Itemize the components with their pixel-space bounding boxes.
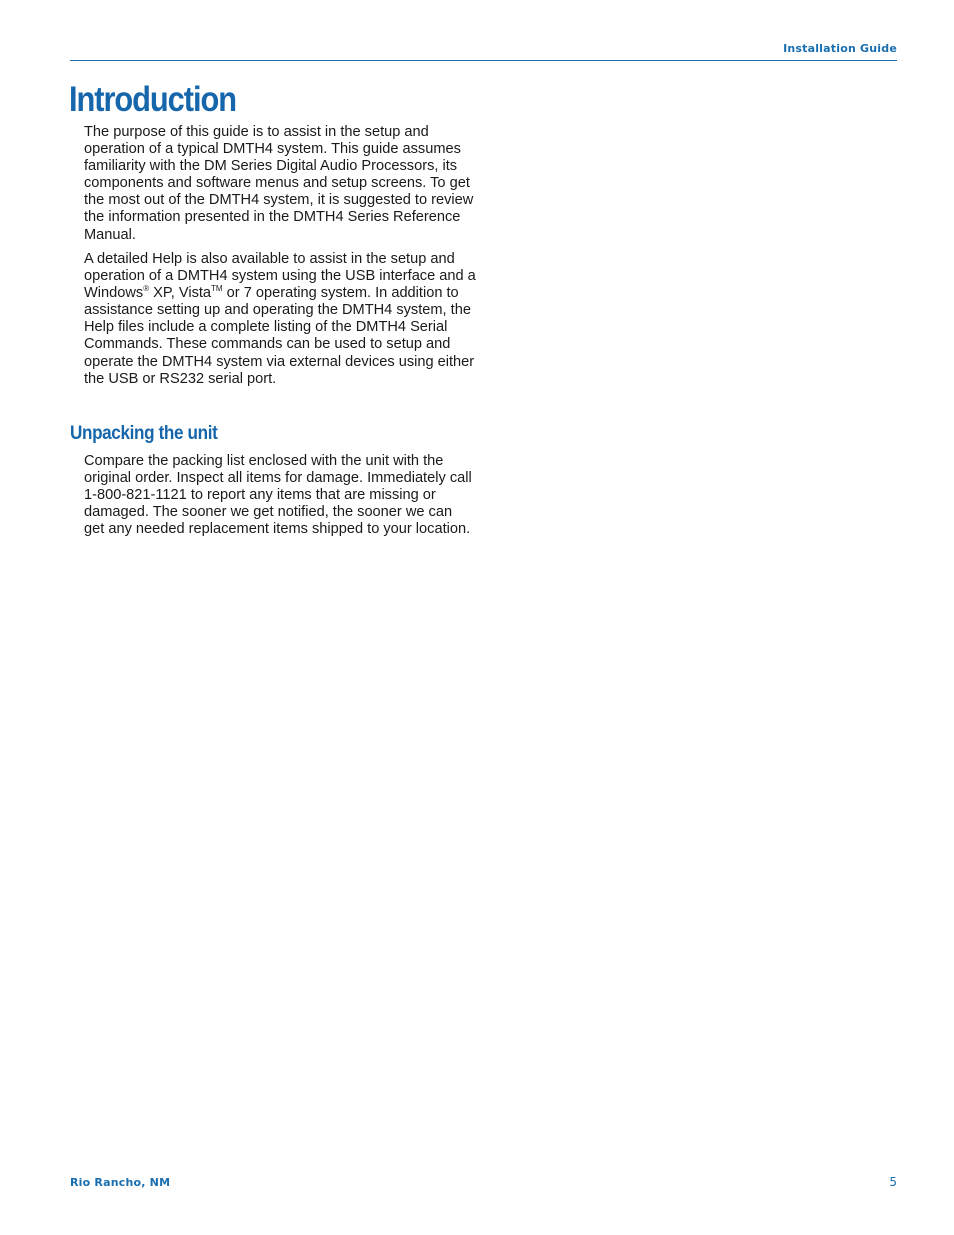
footer-location: Rio Rancho, NM [70,1176,171,1189]
intro-paragraph-2 [84,251,476,388]
intro-paragraph-1: The purpose of this guide is to assist in the setup and operation of a typical DMTH4 system. This guide assumes familiarity with the DM Series Digital Audio Processors, its components and software menus and setup screens. To get the most out of the DMTH4 system, it is suggested to review the information presented in the DMTH4 Series Reference Manual. [84,124,474,243]
intro-paragraph-2-part-2: XP, Vista [149,285,212,302]
trademark-symbol: TM [211,284,223,294]
intro-paragraph-2-part-3: or 7 operating system. In addition to assistance setting up and operating the DMTH4 system, the Help files include a complete listing of the DMTH4 Serial Commands. These commands can be used to setup and operate the DMTH4 system via external devices using either the USB or RS232 serial port. [84,285,475,387]
header-divider [70,60,897,61]
section-heading-unpacking: Unpacking the unit [70,423,218,444]
intro-paragraph-2-part-1: A detailed Help is also available to assist in the setup and operation of a DMTH4 system using the USB interface and a Windows [84,251,476,302]
registered-trademark-symbol: ® [143,284,150,294]
page-number: 5 [889,1175,897,1189]
page-title: Introduction [69,80,236,119]
running-header: Installation Guide [783,42,897,55]
unpacking-paragraph: Compare the packing list enclosed with the unit with the original order. Inspect all items for damage. Immediately call 1-800-821-1121 to report any items that are missing or damaged. The sooner we get notified, the sooner we can get any needed replacement items shipped to your location. [84,453,472,538]
